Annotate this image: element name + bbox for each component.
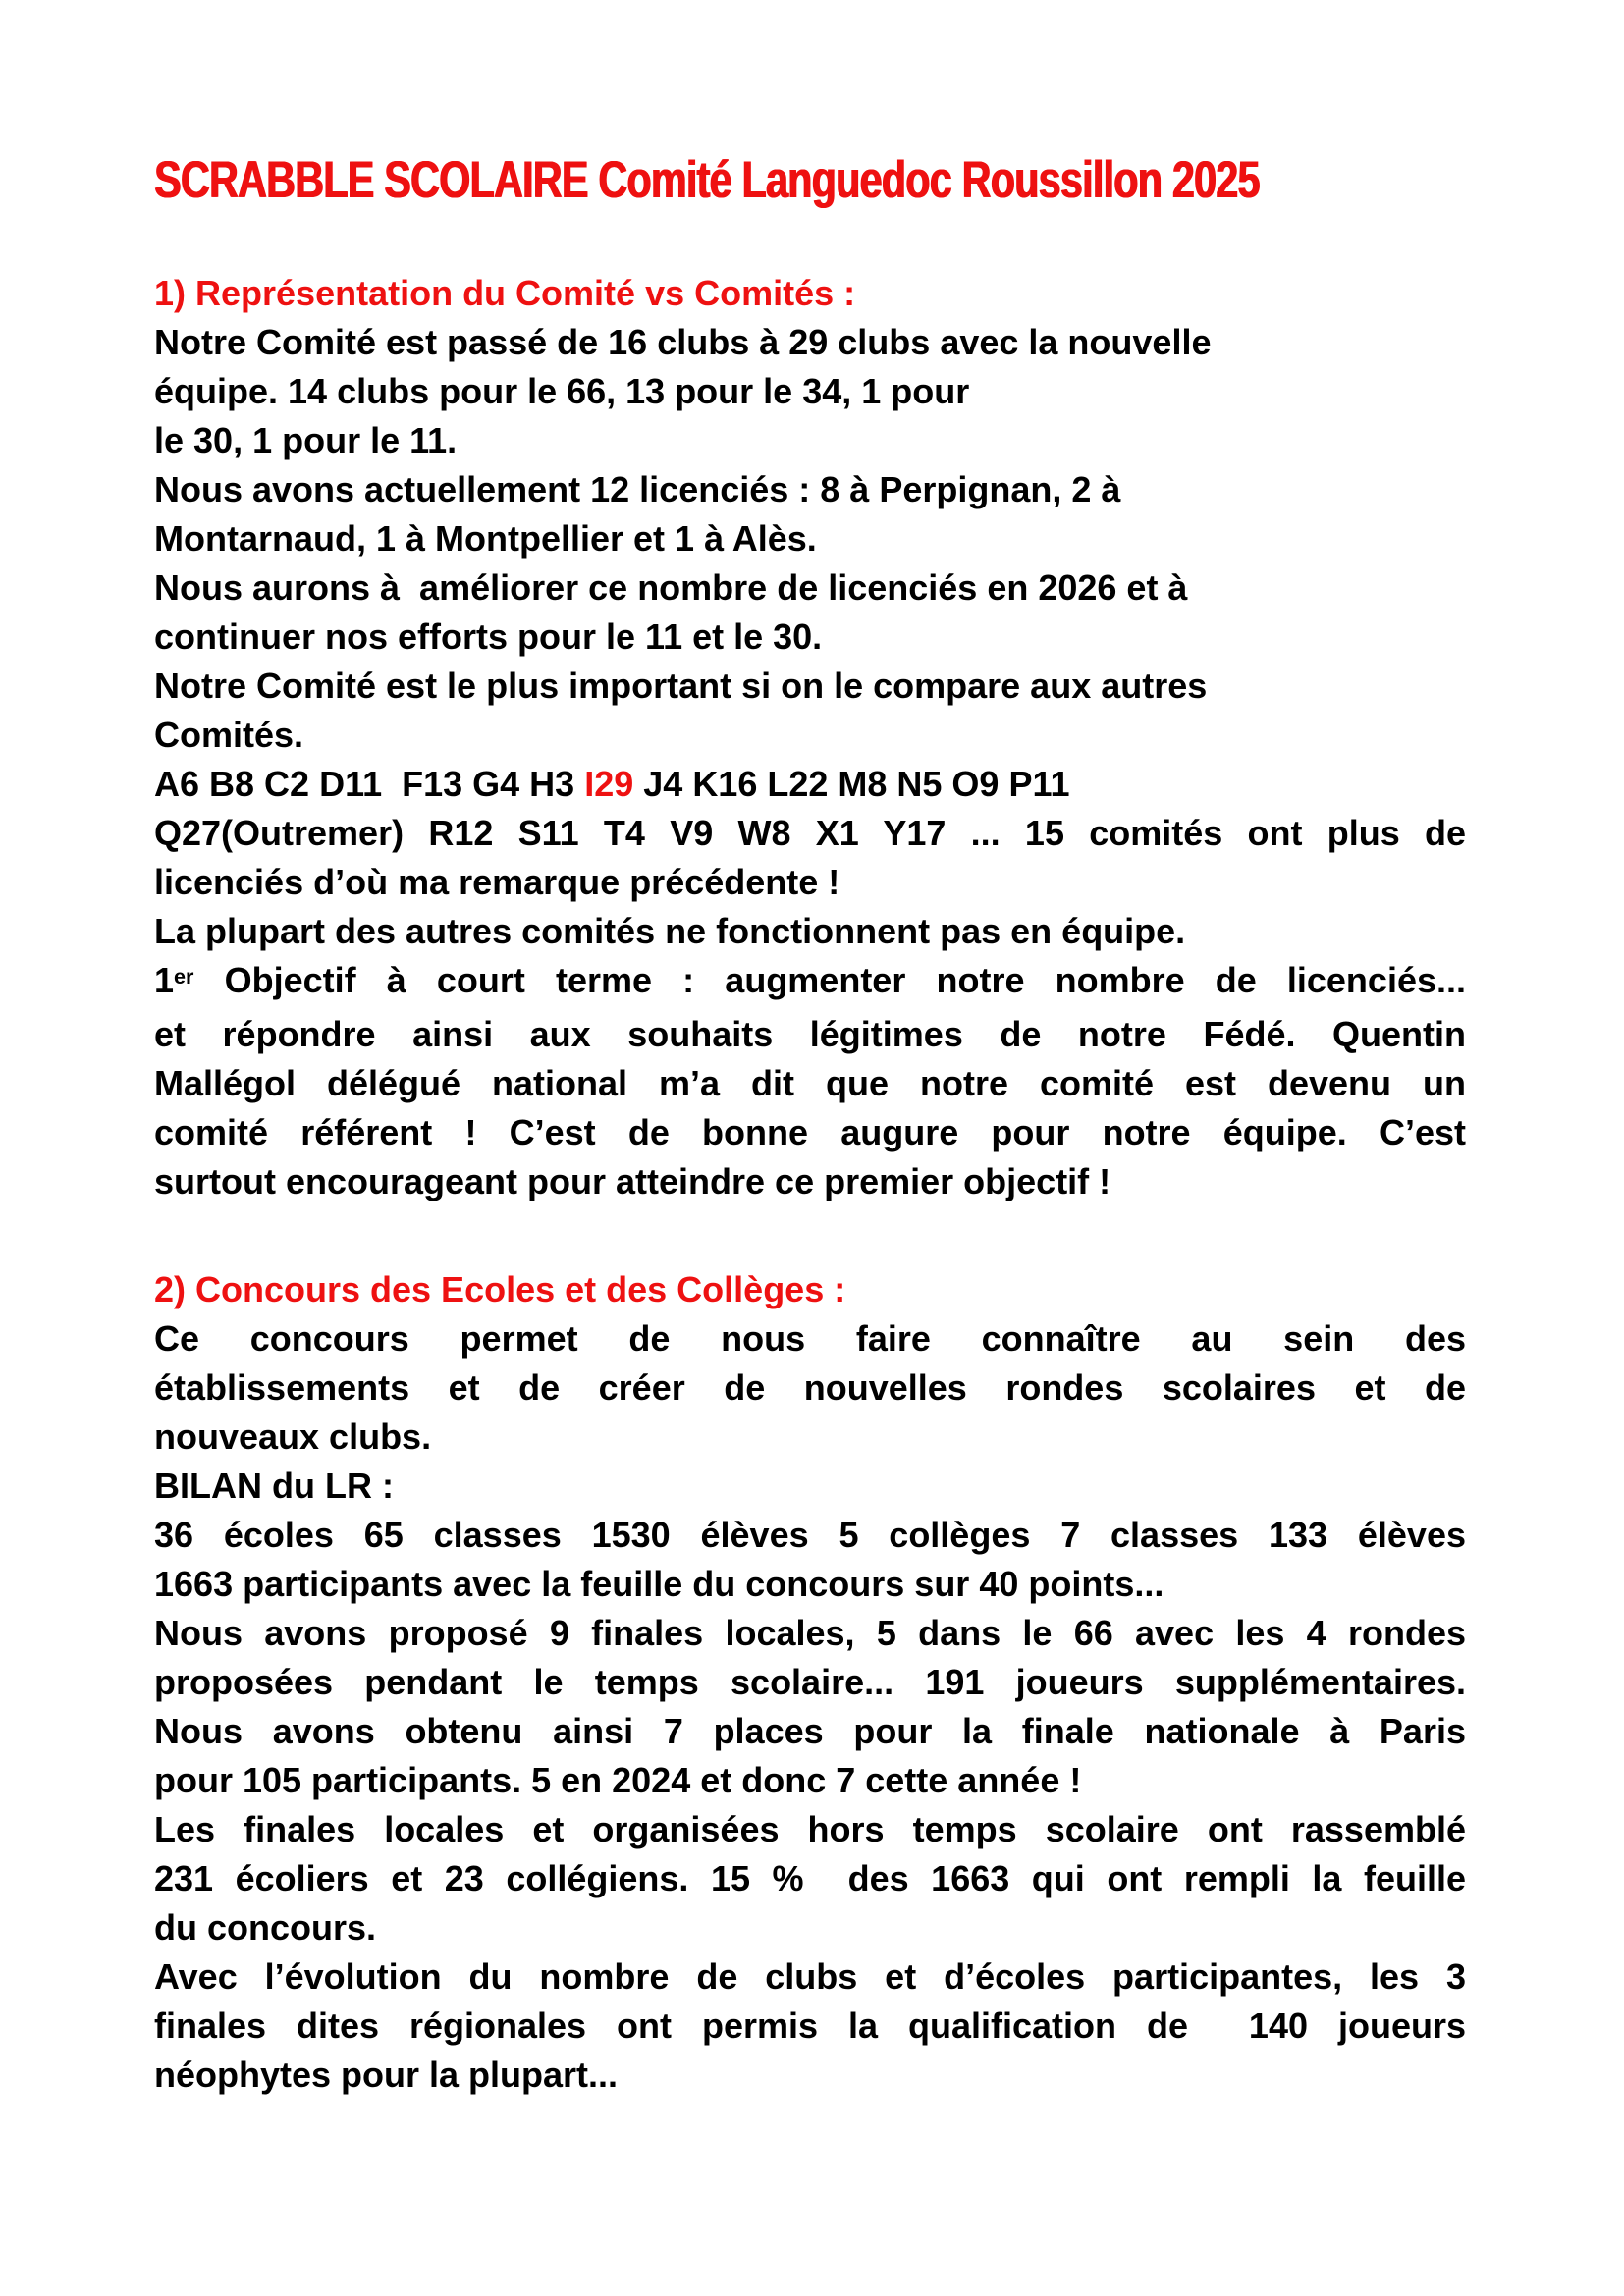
section-1-body bbox=[154, 318, 1466, 1206]
text-line: du concours. bbox=[154, 1907, 377, 1948]
codes-before: A6 B8 C2 D11 F13 G4 H3 bbox=[154, 764, 585, 804]
text-line: Notre Comité est le plus important si on le compare aux autres bbox=[154, 666, 1208, 706]
text-line: Avec l’évolution du nombre de clubs et d’écoles participantes, les 3 bbox=[154, 1956, 1466, 1997]
text-line: Montarnaud, 1 à Montpellier et 1 à Alès. bbox=[154, 518, 817, 559]
text-line: et répondre ainsi aux souhaits légitimes de notre Fédé. Quentin bbox=[154, 1014, 1466, 1054]
section-1-heading: 1) Représentation du Comité vs Comités : bbox=[154, 273, 856, 313]
text-line: Les finales locales et organisées hors temps scolaire ont rassemblé bbox=[154, 1809, 1466, 1849]
text-line: Nous aurons à améliorer ce nombre de licenciés en 2026 et à bbox=[154, 567, 1188, 608]
ordinal-number: 1 bbox=[154, 960, 175, 1000]
text-line: nouveaux clubs. bbox=[154, 1416, 432, 1457]
text-line: pour 105 participants. 5 en 2024 et donc 7 cette année ! bbox=[154, 1760, 1082, 1800]
page-title-text: SCRABBLE SCOLAIRE Comité Languedoc Roussillon 2025 bbox=[154, 151, 1260, 209]
text-line: Ce concours permet de nous faire connaître au sein des bbox=[154, 1318, 1466, 1359]
text-line: Nous avons actuellement 12 licenciés : 8 à Perpignan, 2 à bbox=[154, 469, 1121, 509]
ordinal-suffix: er bbox=[174, 963, 194, 988]
text-line: La plupart des autres comités ne fonctionnent pas en équipe. bbox=[154, 911, 1186, 951]
text-line: Mallégol délégué national m’a dit que notre comité est devenu un bbox=[154, 1063, 1466, 1103]
codes-after: J4 K16 L22 M8 N5 O9 P11 bbox=[633, 764, 1070, 804]
section-2-body bbox=[154, 1314, 1466, 2100]
text-line: Nous avons proposé 9 finales locales, 5 dans le 66 avec les 4 rondes bbox=[154, 1613, 1466, 1653]
text-line: établissements et de créer de nouvelles rondes scolaires et de bbox=[154, 1367, 1466, 1408]
text-line: proposées pendant le temps scolaire... 191 joueurs supplémentaires. bbox=[154, 1662, 1466, 1702]
text-line: Nous avons obtenu ainsi 7 places pour la finale nationale à Paris bbox=[154, 1711, 1466, 1751]
section-2-heading: 2) Concours des Ecoles et des Collèges : bbox=[154, 1269, 846, 1309]
text-line: Notre Comité est passé de 16 clubs à 29 clubs avec la nouvelle bbox=[154, 322, 1212, 362]
text-line: 1663 participants avec la feuille du concours sur 40 points... bbox=[154, 1564, 1164, 1604]
text-line: continuer nos efforts pour le 11 et le 30. bbox=[154, 616, 823, 657]
text-line: surtout encourageant pour atteindre ce premier objectif ! bbox=[154, 1161, 1111, 1201]
text-line: licenciés d’où ma remarque précédente ! bbox=[154, 862, 840, 902]
text-line: 231 écoliers et 23 collégiens. 15 % des 1663 qui ont rempli la feuille bbox=[154, 1858, 1466, 1898]
text-line-first-objective bbox=[154, 956, 1466, 1010]
code-i29-highlight: I29 bbox=[584, 764, 634, 804]
text-line: 36 écoles 65 classes 1530 élèves 5 collèges 7 classes 133 élèves bbox=[154, 1515, 1466, 1555]
section-2 bbox=[154, 1265, 1466, 2100]
section-1 bbox=[154, 269, 1466, 1206]
text-line: équipe. 14 clubs pour le 66, 13 pour le 34, 1 pour bbox=[154, 371, 970, 411]
text-line: Q27(Outremer) R12 S11 T4 V9 W8 X1 Y17 ... 15 comités ont plus de bbox=[154, 813, 1466, 853]
text-line-bilan-label: BILAN du LR : bbox=[154, 1466, 394, 1506]
page-title bbox=[154, 148, 1466, 219]
text-line: néophytes pour la plupart... bbox=[154, 2055, 619, 2095]
text-line-committee-codes bbox=[154, 760, 1466, 809]
text-line: le 30, 1 pour le 11. bbox=[154, 420, 458, 460]
text-line: comité référent ! C’est de bonne augure pour notre équipe. C’est bbox=[154, 1112, 1466, 1152]
objective-text: Objectif à court terme : augmenter notre nombre de licenciés... bbox=[193, 960, 1466, 1000]
text-line: Comités. bbox=[154, 715, 304, 755]
text-line: finales dites régionales ont permis la qualification de 140 joueurs bbox=[154, 2005, 1466, 2046]
